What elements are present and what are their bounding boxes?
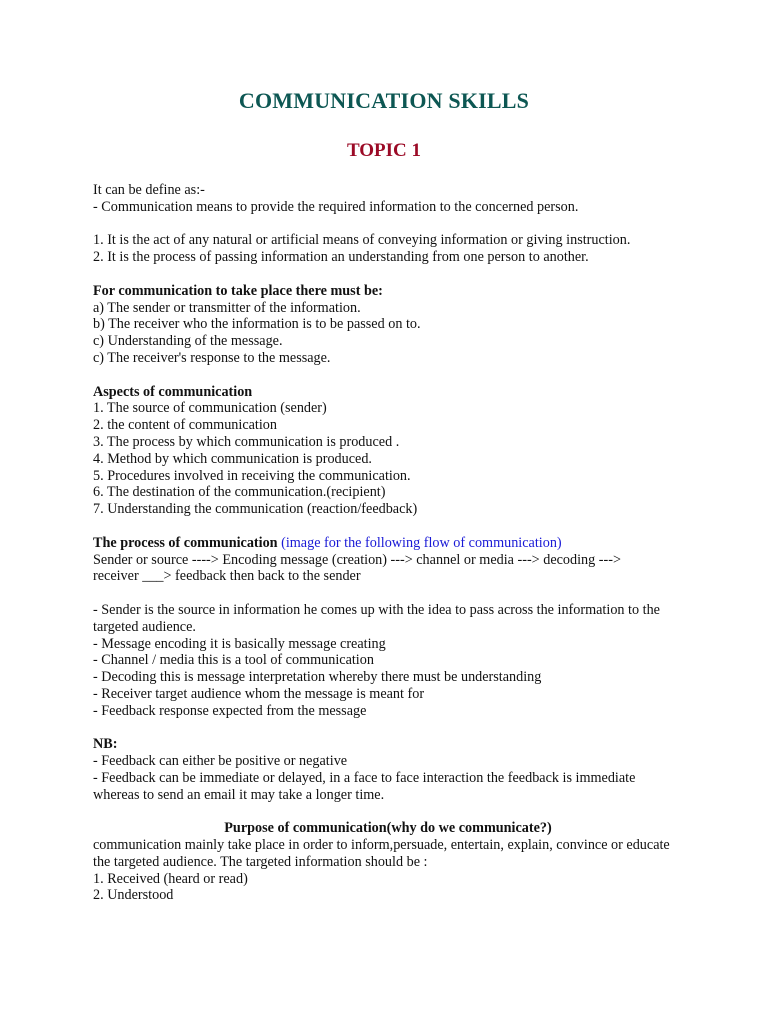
purpose-heading: Purpose of communication(why do we communicate?) — [224, 820, 552, 837]
spacer — [93, 367, 683, 384]
process-item: - Sender is the source in information he comes up with the idea to pass across the information to the targeted audience. — [93, 601, 660, 635]
requirement-item: a) The sender or transmitter of the information. — [93, 299, 361, 316]
requirement-item: b) The receiver who the information is to be passed on to. — [93, 316, 421, 333]
aspect-item: 7. Understanding the communication (reaction/feedback) — [93, 501, 418, 518]
process-image-note: (image for the following flow of communication) — [281, 534, 562, 551]
process-item: - Channel / media this is a tool of communication — [93, 652, 374, 669]
definition-line: - Communication means to provide the required information to the concerned person. — [93, 198, 579, 215]
spacer — [93, 216, 683, 233]
aspect-item: 3. The process by which communication is produced . — [93, 433, 400, 450]
spacer — [93, 803, 683, 820]
requirement-item: c) Understanding of the message. — [93, 333, 283, 350]
requirement-item: c) The receiver's response to the message. — [93, 349, 331, 366]
definition-item: 2. It is the process of passing information an understanding from one person to another. — [93, 249, 589, 266]
spacer — [93, 720, 683, 737]
aspect-item: 5. Procedures involved in receiving the communication. — [93, 467, 411, 484]
aspect-item: 2. the content of communication — [93, 417, 277, 434]
process-item: - Receiver target audience whom the message is meant for — [93, 685, 425, 702]
process-item: - Message encoding it is basically message creating — [93, 635, 386, 652]
aspect-item: 1. The source of communication (sender) — [93, 400, 327, 417]
document-title: COMMUNICATION SKILLS — [238, 88, 530, 113]
nb-item: - Feedback can either be positive or negative — [93, 753, 348, 770]
process-flow-line: receiver ___> feedback then back to the sender — [93, 568, 361, 585]
definition-item: 1. It is the act of any natural or artificial means of conveying information or giving instruction. — [93, 232, 631, 249]
process-heading: The process of communication — [93, 534, 278, 551]
purpose-item: 2. Understood — [93, 887, 174, 904]
definition-intro: It can be define as:- — [93, 182, 205, 198]
process-heading-line — [93, 535, 683, 552]
aspect-item: 4. Method by which communication is produced. — [93, 450, 372, 467]
aspects-heading: Aspects of communication — [93, 383, 253, 400]
purpose-item: 1. Received (heard or read) — [93, 870, 248, 887]
process-item: - Feedback response expected from the message — [93, 702, 367, 719]
spacer — [93, 585, 683, 602]
requirements-heading: For communication to take place there must be: — [93, 282, 383, 299]
nb-item: - Feedback can be immediate or delayed, in a face to face interaction the feedback is immediate whereas to send an email it may take a longer time. — [93, 769, 636, 803]
purpose-text: communication mainly take place in order to inform,persuade, entertain, explain, convince or educate the targeted audience. The targeted information should be : — [93, 837, 670, 870]
spacer — [93, 518, 683, 535]
spacer — [93, 266, 683, 283]
document-body — [93, 182, 683, 904]
process-flow-line: Sender or source ----> Encoding message (creation) ---> channel or media ---> decoding ---> — [93, 551, 621, 568]
nb-heading: NB: — [93, 736, 118, 753]
aspect-item: 6. The destination of the communication.(recipient) — [93, 484, 386, 501]
process-item: - Decoding this is message interpretation whereby there must be understanding — [93, 669, 542, 686]
topic-heading: TOPIC 1 — [346, 140, 422, 161]
